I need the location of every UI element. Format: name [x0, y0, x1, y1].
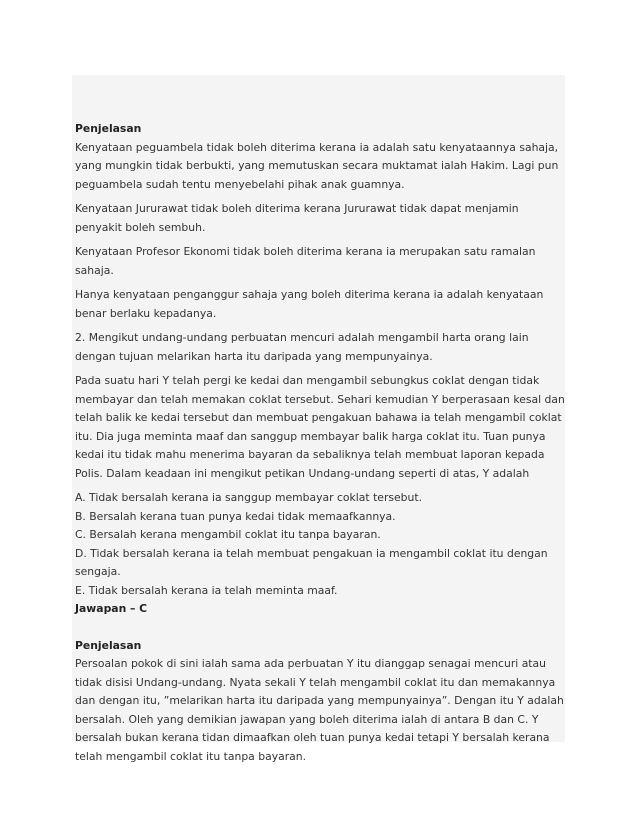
- document-content: [75, 120, 565, 766]
- option-c: C. Bersalah kerana mengambil coklat itu tanpa bayaran.: [75, 528, 381, 541]
- explanation-heading: Penjelasan: [75, 122, 142, 135]
- answer-label: Jawapan – C: [75, 602, 148, 615]
- explanation-paragraph: Kenyataan Jururawat tidak boleh diterima kerana Jururawat tidak dapat menjamin penyakit boleh sembuh.: [75, 202, 519, 234]
- option-b: B. Bersalah kerana tuan punya kedai tidak memaafkannya.: [75, 509, 396, 523]
- explanation-paragraph: Kenyataan peguambela tidak boleh diterima kerana ia adalah satu kenyataannya sahaja, yang mungkin tidak berbukti, yang memutuskan secara muktamat ialah Hakim. Lagi pun peguambela sudah tentu menyebelahi pihak anak guamnya.: [75, 140, 559, 191]
- option-e: E. Tidak bersalah kerana ia telah meminta maaf.: [75, 583, 338, 597]
- explanation-paragraph: Kenyataan Profesor Ekonomi tidak boleh diterima kerana ia merupakan satu ramalan sahaja.: [75, 245, 536, 277]
- option-d: D. Tidak bersalah kerana ia telah membuat pengakuan ia mengambil coklat itu dengan sengaja.: [75, 546, 548, 578]
- explanation-heading-2: Penjelasan: [75, 638, 142, 652]
- question-statement: 2. Mengikut undang-undang perbuatan mencuri adalah mengambil harta orang lain dengan tujuan melarikan harta itu daripada yang mempunyainya.: [75, 331, 529, 363]
- explanation-paragraph-2: Persoalan pokok di sini ialah sama ada perbuatan Y itu dianggap senagai mencuri atau tidak disisi Undang-undang. Nyata sekali Y telah mengambil coklat itu dan memakannya dan dengan itu, ”melarikan harta itu daripada yang mempunyainya”. Dengan itu Y adalah bersalah. Oleh yang demikian jawapan yang boleh diterima ialah di antara B dan C. Y bersalah bukan kerana tidan dimaafkan oleh tuan punya kedai tetapi Y bersalah kerana telah mengambil coklat itu tanpa bayaran.: [75, 657, 564, 763]
- answer-options: [75, 489, 565, 600]
- option-a: A. Tidak bersalah kerana ia sanggup membayar coklat tersebut.: [75, 491, 423, 504]
- question-scenario: Pada suatu hari Y telah pergi ke kedai dan mengambil sebungkus coklat dengan tidak membayar dan telah memakan coklat tersebut. Sehari kemudian Y berperasaan kesal dan telah balik ke kedai tersebut dan membuat pengakuan bahawa ia telah mengambil coklat itu. Dia juga meminta maaf dan sanggup membayar balik harga coklat itu. Tuan punya kedai itu tidak mahu menerima bayaran da sebaliknya telah membuat laporan kepada Polis. Dalam keadaan ini mengikut petikan Undang-undang seperti di atas, Y adalah: [75, 374, 565, 480]
- explanation-paragraph: Hanya kenyataan penganggur sahaja yang boleh diterima kerana ia adalah kenyataan benar berlaku kepadanya.: [75, 288, 544, 320]
